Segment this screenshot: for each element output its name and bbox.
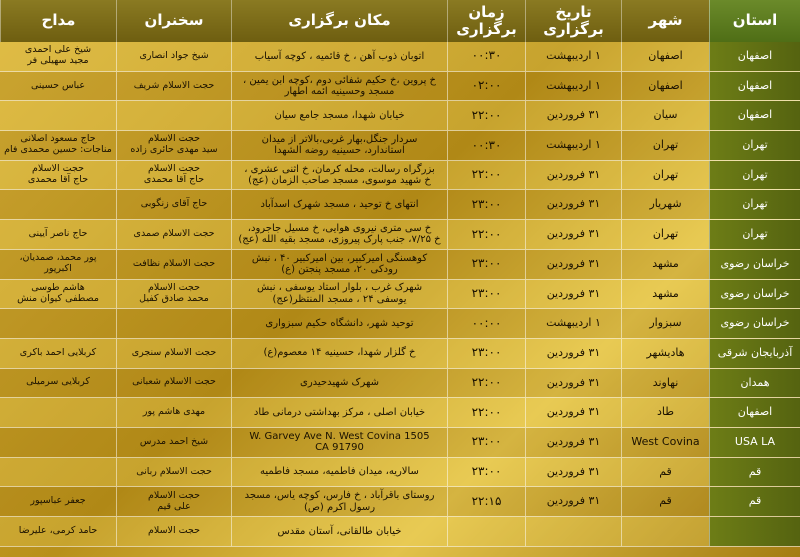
date-cell-text: ۳۱ فروردین bbox=[546, 405, 601, 419]
time-cell bbox=[447, 250, 525, 279]
table-row bbox=[0, 250, 800, 280]
state-cell-text: تهران bbox=[742, 167, 768, 181]
date-cell bbox=[525, 398, 621, 427]
table-row bbox=[0, 398, 800, 428]
speaker-cell bbox=[116, 220, 231, 249]
time-cell-text: ۰۰:۳۰ bbox=[471, 48, 502, 63]
place-cell-text: خ پروین ،خ حکیم شفائی دوم ،کوچه ابن یمین ، مسجد وحسینیه ائمه اطهار bbox=[242, 74, 437, 98]
table-row bbox=[0, 190, 800, 220]
table-row bbox=[0, 369, 800, 399]
place-cell-text: کوهسنگی امیرکبیر، بین امیرکبیر ۴۰ ، نبش رودکی ۲۰، مسجد پنجتن (ع) bbox=[251, 252, 428, 276]
date-cell-text: ۳۱ فروردین bbox=[546, 434, 601, 448]
madah-cell bbox=[0, 309, 116, 338]
time-cell-text: ۲۳:۰۰ bbox=[471, 345, 502, 360]
city-cell bbox=[621, 42, 709, 71]
table-row bbox=[0, 72, 800, 102]
speaker-cell bbox=[116, 250, 231, 279]
header-place: مکان برگزاری bbox=[231, 0, 447, 42]
header-state: استان bbox=[709, 0, 800, 42]
state-cell-text: تهران bbox=[742, 227, 768, 241]
madah-cell bbox=[0, 339, 116, 368]
place-cell-text: اتوبان ذوب آهن ، خ قائمیه ، کوچه آسیاب bbox=[254, 50, 425, 62]
speaker-cell bbox=[116, 309, 231, 338]
place-cell-text: انتهای خ توحید ، مسجد شهرک اسدآباد bbox=[260, 199, 419, 211]
speaker-cell-text: حجت الاسلام شریف bbox=[133, 79, 215, 91]
place-cell bbox=[231, 72, 447, 101]
header-city: شهر bbox=[621, 0, 709, 42]
date-cell-text: ۳۱ فروردین bbox=[546, 227, 601, 241]
city-cell bbox=[621, 250, 709, 279]
city-cell-text: قم bbox=[659, 464, 672, 478]
speaker-cell-text: حجت الاسلام ربانی bbox=[136, 465, 212, 477]
header-speaker: سخنران bbox=[116, 0, 231, 42]
city-cell bbox=[621, 131, 709, 160]
time-cell-text: ۲۳:۰۰ bbox=[471, 256, 502, 271]
place-cell-text: سردار جنگل،بهار غربی،بالاتر از میدان استاندارد، حسینیه روضه الشهدا bbox=[261, 133, 418, 157]
date-cell bbox=[525, 280, 621, 309]
place-cell-text: خیابان طالقانی، آستان مقدس bbox=[277, 525, 402, 537]
date-cell bbox=[525, 42, 621, 71]
place-cell bbox=[231, 131, 447, 160]
speaker-cell bbox=[116, 161, 231, 190]
date-cell bbox=[525, 458, 621, 487]
city-cell bbox=[621, 190, 709, 219]
table-row bbox=[0, 42, 800, 72]
speaker-cell bbox=[116, 428, 231, 457]
time-cell-text: ۲۲:۰۰ bbox=[471, 107, 502, 122]
place-cell bbox=[231, 458, 447, 487]
date-cell bbox=[525, 101, 621, 130]
date-cell bbox=[525, 72, 621, 101]
speaker-cell-text: حجت الاسلام علی قیم bbox=[148, 489, 200, 512]
speaker-cell-text: حجت الاسلام محمد صادق کفیل bbox=[139, 281, 209, 304]
madah-cell-text: کربلایی احمد باکری bbox=[19, 346, 97, 358]
state-cell bbox=[709, 428, 800, 457]
city-cell bbox=[621, 398, 709, 427]
place-cell-text: بزرگراه رسالت، محله کرمان، خ اثنی عشری ، خ شهید موسوی، مسجد صاحب الزمان (عج) bbox=[244, 163, 435, 187]
time-cell-text: ۲۳:۰۰ bbox=[471, 196, 502, 211]
time-cell-text: ۰۲:۰۰ bbox=[471, 78, 502, 93]
city-cell-text: قم bbox=[659, 494, 672, 508]
time-cell-text: ۲۲:۰۰ bbox=[471, 226, 502, 241]
madah-cell-text: حاج مسعود اصلانی مناجات: حسین محمدی فام bbox=[4, 133, 112, 156]
state-cell-text: قم bbox=[748, 464, 762, 478]
city-cell-text: سبزوار bbox=[649, 316, 682, 330]
city-cell bbox=[621, 487, 709, 516]
time-cell-text: ۲۲:۰۰ bbox=[471, 375, 502, 389]
madah-cell bbox=[0, 517, 116, 546]
state-cell-text: قم bbox=[748, 494, 762, 508]
time-cell-text: ۲۲:۱۵ bbox=[471, 493, 502, 508]
city-cell-text: شهریار bbox=[649, 197, 682, 211]
place-cell bbox=[231, 339, 447, 368]
state-cell bbox=[709, 161, 800, 190]
table-row bbox=[0, 339, 800, 369]
place-cell-text: شهرک شهیدحیدری bbox=[300, 377, 379, 389]
state-cell bbox=[709, 280, 800, 309]
date-cell bbox=[525, 428, 621, 457]
state-cell bbox=[709, 487, 800, 516]
state-cell bbox=[709, 72, 800, 101]
time-cell-text: ۲۳:۰۰ bbox=[471, 434, 502, 449]
time-cell-text: ۲۲:۰۰ bbox=[471, 404, 502, 419]
place-cell bbox=[231, 42, 447, 71]
madah-cell bbox=[0, 72, 116, 101]
city-cell-text: سیان bbox=[653, 108, 678, 122]
city-cell-text: مشهد bbox=[652, 256, 679, 270]
speaker-cell bbox=[116, 398, 231, 427]
time-cell bbox=[447, 517, 525, 546]
city-cell bbox=[621, 517, 709, 546]
time-cell bbox=[447, 398, 525, 427]
place-cell-text: شهرک غرب ، بلوار استاد یوسفی ، نبش یوسفی ۲۴ ، مسجد المنتظر(عج) bbox=[256, 282, 423, 305]
time-cell bbox=[447, 190, 525, 219]
date-cell-text: ۱ اردیبهشت bbox=[546, 49, 601, 63]
date-cell-text: ۳۱ فروردین bbox=[546, 345, 601, 359]
time-cell bbox=[447, 339, 525, 368]
table-header bbox=[0, 0, 800, 42]
place-cell bbox=[231, 398, 447, 427]
city-cell bbox=[621, 458, 709, 487]
madah-cell bbox=[0, 369, 116, 398]
madah-cell bbox=[0, 161, 116, 190]
speaker-cell bbox=[116, 369, 231, 398]
city-cell-text: هادیشهر bbox=[646, 345, 685, 359]
date-cell bbox=[525, 250, 621, 279]
speaker-cell-text: حجت الاسلام سید مهدی حائری زاده bbox=[130, 133, 218, 156]
date-cell-text: ۳۱ فروردین bbox=[546, 494, 601, 508]
speaker-cell-text: شیخ احمد مدرس bbox=[139, 435, 209, 447]
madah-cell-text: کربلایی سرمیلی bbox=[26, 376, 90, 388]
header-time: زمان برگزاری bbox=[447, 0, 525, 42]
city-cell-text: طاد bbox=[657, 405, 675, 419]
speaker-cell bbox=[116, 190, 231, 219]
time-cell-text: ۰۰:۳۰ bbox=[471, 137, 502, 152]
date-cell-text: ۳۱ فروردین bbox=[546, 286, 601, 300]
speaker-cell-text: حجت الاسلام bbox=[148, 524, 200, 536]
city-cell-text: تهران bbox=[652, 227, 679, 241]
city-cell bbox=[621, 280, 709, 309]
place-cell bbox=[231, 487, 447, 516]
state-cell bbox=[709, 101, 800, 130]
date-cell bbox=[525, 190, 621, 219]
madah-cell bbox=[0, 101, 116, 130]
date-cell-text: ۳۱ فروردین bbox=[546, 167, 601, 181]
table-row bbox=[0, 131, 800, 161]
state-cell-text: اصفهان bbox=[737, 108, 773, 122]
madah-cell bbox=[0, 458, 116, 487]
state-cell-text: اصفهان bbox=[737, 78, 773, 92]
speaker-cell bbox=[116, 458, 231, 487]
time-cell bbox=[447, 369, 525, 398]
table-row bbox=[0, 161, 800, 191]
time-cell bbox=[447, 458, 525, 487]
speaker-cell bbox=[116, 131, 231, 160]
time-cell bbox=[447, 161, 525, 190]
time-cell bbox=[447, 131, 525, 160]
state-cell bbox=[709, 398, 800, 427]
state-cell bbox=[709, 517, 800, 546]
madah-cell-text: حامد کرمی، علیرضا bbox=[18, 524, 98, 536]
time-cell bbox=[447, 101, 525, 130]
place-cell bbox=[231, 517, 447, 546]
speaker-cell-text: حجت الاسلام نظافت bbox=[132, 257, 216, 269]
table-row bbox=[0, 309, 800, 339]
date-cell bbox=[525, 487, 621, 516]
place-cell-text: خ گلزار شهدا، حسینیه ۱۴ معصوم(ع) bbox=[263, 347, 416, 359]
madah-cell-text: پور محمد، صمدیان، اکبرپور bbox=[19, 252, 97, 275]
date-cell-text: ۱ اردیبهشت bbox=[546, 138, 601, 152]
place-cell-text: خیابان شهدا، مسجد جامع سیان bbox=[274, 109, 405, 121]
time-cell-text: ۲۳:۰۰ bbox=[471, 285, 502, 300]
time-cell bbox=[447, 72, 525, 101]
place-cell-text: توحید شهر، دانشگاه حکیم سبزواری bbox=[265, 317, 414, 329]
place-cell bbox=[231, 280, 447, 309]
speaker-cell bbox=[116, 42, 231, 71]
state-cell-text: خراسان رضوی bbox=[720, 316, 790, 330]
city-cell bbox=[621, 428, 709, 457]
state-cell bbox=[709, 131, 800, 160]
header-date: تاریخ برگزاری bbox=[525, 0, 621, 42]
madah-cell bbox=[0, 250, 116, 279]
speaker-cell-text: حاج آقای زنگوبی bbox=[140, 198, 208, 210]
city-cell bbox=[621, 220, 709, 249]
date-cell-text: ۳۱ فروردین bbox=[546, 375, 601, 389]
state-cell-text: خراسان رضوی bbox=[720, 286, 790, 300]
state-cell bbox=[709, 42, 800, 71]
speaker-cell-text: حجت الاسلام سنجری bbox=[131, 346, 217, 358]
madah-cell bbox=[0, 131, 116, 160]
city-cell-text: اصفهان bbox=[648, 49, 683, 63]
madah-cell-text: شیخ علی احمدی مجید سهیلی فر bbox=[24, 44, 92, 67]
time-cell bbox=[447, 220, 525, 249]
date-cell-text: ۳۱ فروردین bbox=[546, 108, 601, 122]
city-cell bbox=[621, 309, 709, 338]
state-cell bbox=[709, 339, 800, 368]
date-cell-text: ۳۱ فروردین bbox=[546, 464, 601, 478]
state-cell-text: آذربایجان شرقی bbox=[717, 345, 793, 359]
state-cell bbox=[709, 369, 800, 398]
date-cell bbox=[525, 339, 621, 368]
time-cell bbox=[447, 280, 525, 309]
table-row bbox=[0, 458, 800, 488]
city-cell-text: تهران bbox=[652, 167, 679, 181]
speaker-cell bbox=[116, 280, 231, 309]
place-cell bbox=[231, 190, 447, 219]
table-row bbox=[0, 101, 800, 131]
city-cell-text: West Covina bbox=[631, 434, 700, 448]
speaker-cell bbox=[116, 72, 231, 101]
madah-cell bbox=[0, 42, 116, 71]
speaker-cell bbox=[116, 517, 231, 546]
place-cell bbox=[231, 428, 447, 457]
time-cell-text: ۲۲:۰۰ bbox=[471, 167, 502, 182]
city-cell-text: اصفهان bbox=[648, 78, 683, 92]
place-cell bbox=[231, 309, 447, 338]
madah-cell-text: هاشم طوسی مصطفی کیوان منش bbox=[17, 281, 99, 304]
speaker-cell bbox=[116, 487, 231, 516]
table-row bbox=[0, 220, 800, 250]
state-cell-text: USA LA bbox=[734, 434, 776, 448]
place-cell bbox=[231, 250, 447, 279]
city-cell-text: تهران bbox=[652, 138, 679, 152]
madah-cell-text: عباس حسینی bbox=[30, 79, 86, 91]
state-cell-text: تهران bbox=[742, 138, 768, 152]
date-cell-text: ۱ اردیبهشت bbox=[546, 316, 601, 330]
state-cell bbox=[709, 309, 800, 338]
state-cell-text: تهران bbox=[742, 197, 768, 211]
state-cell-text: اصفهان bbox=[737, 405, 773, 419]
speaker-cell-text: حجت الاسلام شعبانی bbox=[132, 376, 216, 388]
place-cell-text: روستای باقرآباد ، خ فارس، کوچه یاس، مسجد رسول اکرم (ص) bbox=[244, 490, 435, 513]
city-cell bbox=[621, 339, 709, 368]
city-cell-text: مشهد bbox=[652, 286, 679, 300]
madah-cell-text: حجت الاسلام حاج آقا محمدی bbox=[27, 163, 89, 186]
speaker-cell-text: حجت الاسلام صمدی bbox=[133, 228, 215, 239]
table-body bbox=[0, 42, 800, 547]
time-cell bbox=[447, 428, 525, 457]
date-cell bbox=[525, 369, 621, 398]
madah-cell bbox=[0, 428, 116, 457]
date-cell-text: ۳۱ فروردین bbox=[546, 256, 601, 270]
state-cell bbox=[709, 190, 800, 219]
place-cell-text: خ سی متری نیروی هوایی، خ مسیل جاجرود، خ ۷/۲۵، جنب پارک پیروزی، مسجد بقیه الله (عج) bbox=[238, 222, 441, 246]
state-cell bbox=[709, 458, 800, 487]
date-cell-text: ۱ اردیبهشت bbox=[546, 78, 601, 92]
speaker-cell bbox=[116, 339, 231, 368]
speaker-cell-text: حجت الاسلام حاج آقا محمدی bbox=[143, 163, 205, 186]
state-cell bbox=[709, 220, 800, 249]
madah-cell bbox=[0, 398, 116, 427]
place-cell-text: W. Garvey Ave N. West Covina 1505 CA 91790 bbox=[249, 430, 430, 454]
state-cell-text: همدان bbox=[740, 375, 770, 389]
place-cell bbox=[231, 220, 447, 249]
place-cell bbox=[231, 369, 447, 398]
date-cell bbox=[525, 517, 621, 546]
date-cell-text: ۳۱ فروردین bbox=[546, 197, 601, 211]
date-cell bbox=[525, 309, 621, 338]
table-row-partial bbox=[0, 517, 800, 547]
time-cell bbox=[447, 42, 525, 71]
place-cell bbox=[231, 101, 447, 130]
state-cell-text: اصفهان bbox=[737, 49, 773, 63]
madah-cell-text: جعفر عباسپور bbox=[30, 495, 86, 507]
city-cell bbox=[621, 161, 709, 190]
city-cell bbox=[621, 101, 709, 130]
time-cell bbox=[447, 487, 525, 516]
date-cell bbox=[525, 220, 621, 249]
time-cell-text: ۰۰:۰۰ bbox=[471, 315, 502, 330]
speaker-cell-text: شیخ جواد انصاری bbox=[139, 49, 209, 61]
city-cell bbox=[621, 72, 709, 101]
date-cell bbox=[525, 131, 621, 160]
city-cell-text: نهاوند bbox=[652, 375, 679, 389]
time-cell bbox=[447, 309, 525, 338]
speaker-cell-text: مهدی هاشم پور bbox=[142, 406, 206, 418]
place-cell-text: خیابان اصلی ، مرکز بهداشتی درمانی طاد bbox=[253, 406, 426, 418]
table-row bbox=[0, 487, 800, 517]
header-madah: مداح bbox=[0, 0, 116, 42]
time-cell-text: ۲۳:۰۰ bbox=[471, 464, 502, 479]
madah-cell-text: حاج ناصر آیینی bbox=[28, 228, 88, 239]
madah-cell bbox=[0, 220, 116, 249]
date-cell bbox=[525, 161, 621, 190]
madah-cell bbox=[0, 280, 116, 309]
table-row bbox=[0, 280, 800, 310]
table-row bbox=[0, 428, 800, 458]
madah-cell bbox=[0, 190, 116, 219]
speaker-cell bbox=[116, 101, 231, 130]
madah-cell bbox=[0, 487, 116, 516]
state-cell-text: خراسان رضوی bbox=[720, 256, 790, 270]
place-cell-text: سالاریه، میدان فاطمیه، مسجد فاطمیه bbox=[260, 466, 419, 478]
place-cell bbox=[231, 161, 447, 190]
state-cell bbox=[709, 250, 800, 279]
city-cell bbox=[621, 369, 709, 398]
